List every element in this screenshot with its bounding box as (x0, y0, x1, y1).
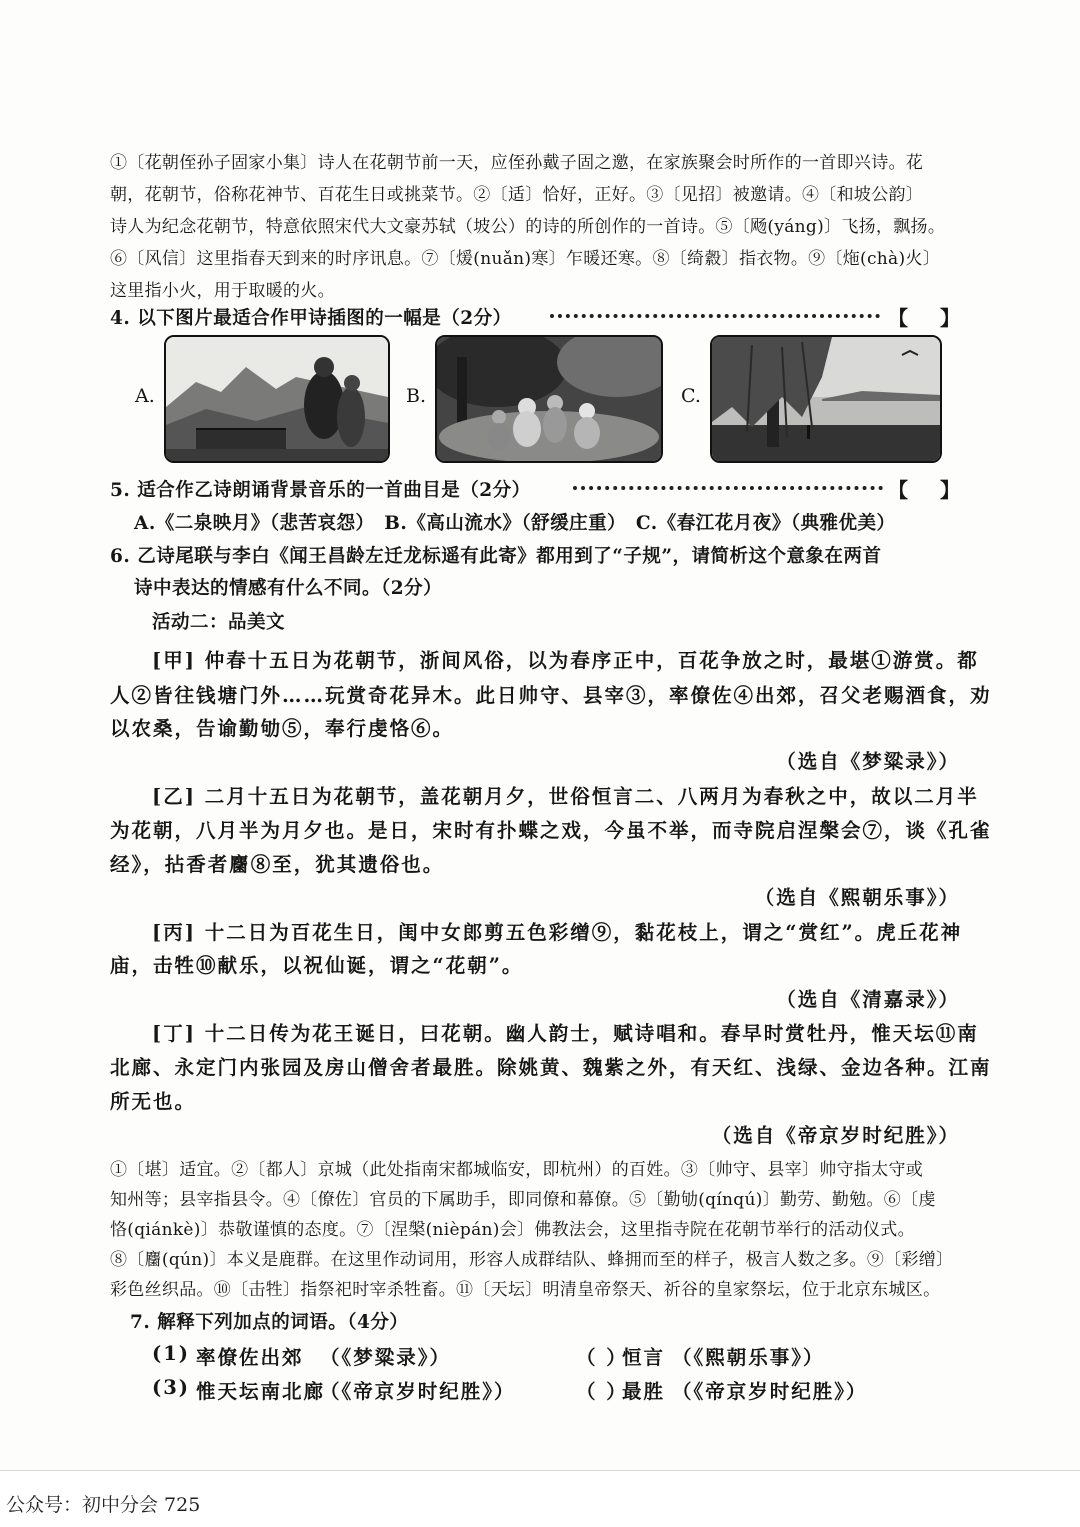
passage-ding-line: 北廊、永定门内张园及房山僧舍者最胜。除姚黄、魏紫之外，有天红、浅绿、金边各种。江南 (110, 1056, 992, 1079)
passage-ding-line: [丁] 十二日传为花王诞日，曰花朝。幽人韵士，赋诗唱和。春早时赏牡丹，惟天坛⑪南 (152, 1022, 979, 1045)
q7-item-phrase: 惟天坛南北廊 (196, 1380, 326, 1403)
source-bing: （选自《清嘉录》） (776, 988, 960, 1011)
picture-c-label: C. (681, 385, 701, 407)
answer-bracket-close: 】 (940, 478, 960, 502)
passage-yi-line: 经》，拈香者麕⑧至，犹其遗俗也。 (110, 853, 445, 876)
q7-item-phrase: 率僚佐出郊 (196, 1346, 304, 1369)
ink-mountain-figures-image[interactable] (164, 335, 390, 463)
leader-dots (573, 486, 883, 490)
q7-item-number: (3) (152, 1376, 191, 1399)
note-line: ①〔花朝侄孙子固家小集〕诗人在花朝节前一天，应侄孙戴子固之邀，在家族聚会时所作的一首即兴诗。花 (110, 153, 924, 173)
passage-bing-line: 庙，击牲⑩献乐，以祝仙诞，谓之“花朝”。 (110, 954, 524, 977)
question-6-line-2: 诗中表达的情感有什么不同。（2分） (134, 578, 443, 599)
source-jia: （选自《梦粱录》） (776, 750, 960, 773)
q7-item-source: （《梦粱录》） (320, 1346, 452, 1369)
footer-text: 公众号：初中分会 725 (6, 1494, 201, 1516)
answer-bracket-open: 【 (888, 478, 908, 502)
note-line: ⑧〔麕(qún)〕本义是鹿群。在这里作动词用，形容人成群结队、蜂拥而至的样子，极言人数之多。⑨〔彩缯〕 (110, 1250, 954, 1270)
footer-divider (0, 1470, 1080, 1471)
passage-jia-line: 人②皆往钱塘门外……玩赏奇花异木。此日帅守、县宰③，率僚佐④出郊，召父老赐酒食，劝 (110, 684, 992, 707)
passage-yi-line: [乙] 二月十五日为花朝节，盖花朝月夕，世俗恒言二、八两月为春秋之中，故以二月半 (152, 785, 979, 808)
q7-item-source: （《帝京岁时纪胜》） (672, 1380, 868, 1403)
picture-b-label: B. (406, 385, 427, 407)
note-line: ①〔堪〕适宜。②〔都人〕京城（此处指南宋都城临安，即杭州）的百姓。③〔帅守、县宰〕帅守指太守或 (110, 1160, 924, 1180)
passage-yi-line: 为花朝，八月半为月夕也。是日，宋时有扑蝶之戏，今虽不举，而寺院启涅槃会⑦，谈《孔雀 (110, 819, 992, 842)
q7-item-number: （ ） (576, 1346, 628, 1369)
note-line: 诗人为纪念花朝节，特意依照宋代大文豪苏轼（坡公）的诗的所创作的一首诗。⑤〔飏(yáng)〕飞扬，飘扬。 (110, 217, 946, 237)
answer-bracket-close: 】 (940, 306, 960, 330)
q7-item-source: （《熙朝乐事》） (672, 1346, 825, 1369)
passage-jia-line: [甲] 仲春十五日为花朝节，浙间风俗，以为春序正中，百花争放之时，最堪①游赏。都 (152, 649, 979, 672)
note-line: 恪(qiánkè)〕恭敬谨慎的态度。⑦〔涅槃(nièpán)会〕佛教法会，这里指寺院在花朝节举行的活动仪式。 (110, 1220, 915, 1240)
note-line: 朝，花朝节，俗称花神节、百花生日或挑菜节。②〔适〕恰好，正好。③〔见招〕被邀请。④〔和坡公韵〕 (110, 185, 924, 205)
note-line: ⑥〔风信〕这里指春天到来的时序讯息。⑦〔煖(nuǎn)寒〕乍暖还寒。⑧〔绮縠〕指衣物。⑨〔炧(chà)火〕 (110, 249, 941, 269)
tree-gathering-image[interactable] (435, 335, 663, 463)
source-ding: （选自《帝京岁时纪胜》） (711, 1124, 960, 1147)
willow-lake-image[interactable] (710, 335, 942, 463)
answer-bracket-open: 【 (888, 306, 908, 330)
note-line: 知州等；县宰指县令。④〔僚佐〕官员的下属助手，即同僚和幕僚。⑤〔勤劬(qínqú)〕勤劳、勤勉。⑥〔虔 (110, 1190, 936, 1210)
note-line: 彩色丝织品。⑩〔击牲〕指祭祀时宰杀牲畜。⑪〔天坛〕明清皇帝祭天、祈谷的皇家祭坛，位于北京东城区。 (110, 1280, 941, 1300)
question-5: 5. 适合作乙诗朗诵背景音乐的一首曲目是（2分） (110, 480, 531, 501)
question-4: 4. 以下图片最适合作甲诗插图的一幅是（2分） (110, 308, 512, 329)
question-6-line-1: 6. 乙诗尾联与李白《闻王昌龄左迁龙标遥有此寄》都用到了“子规”，请简析这个意象在两首 (110, 546, 882, 567)
passage-jia-line: 以农桑，告谕勤劬⑤，奉行虔恪⑥。 (110, 717, 455, 740)
activity-2-heading: 活动二：品美文 (152, 612, 286, 633)
leader-dots (550, 314, 880, 318)
passage-ding-line: 所无也。 (110, 1090, 197, 1113)
q7-item-number: （ ） (576, 1380, 628, 1403)
q7-item-number: (1) (152, 1342, 191, 1365)
question-7: 7. 解释下列加点的词语。（4分） (130, 1312, 409, 1333)
q7-item-phrase: 恒言 (622, 1346, 666, 1369)
note-line: 这里指小火，用于取暖的火。 (110, 281, 335, 301)
source-yi: （选自《熙朝乐事》） (754, 886, 960, 909)
question-5-options: A.《二泉映月》（悲苦哀怨） B.《高山流水》（舒缓庄重） C.《春江花月夜》（典雅优美） (134, 513, 896, 534)
q7-item-source: （《帝京岁时纪胜》） (320, 1380, 516, 1403)
q7-item-phrase: 最胜 (622, 1380, 666, 1403)
passage-bing-line: [丙] 十二日为百花生日，闺中女郎剪五色彩缯⑨，黏花枝上，谓之“赏红”。虎丘花神 (152, 921, 963, 944)
picture-a-label: A. (135, 385, 155, 407)
